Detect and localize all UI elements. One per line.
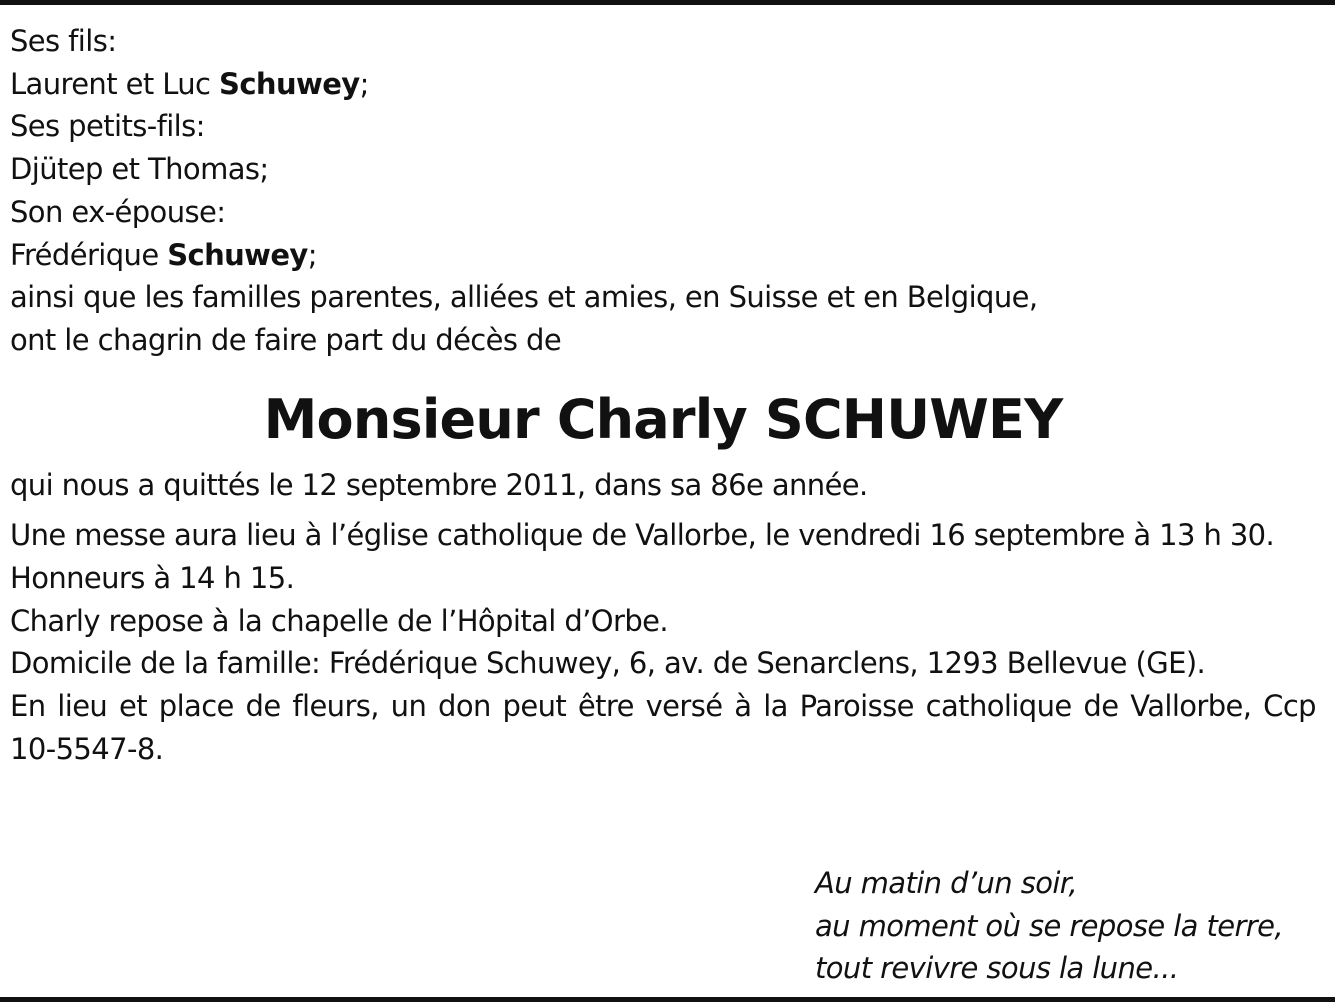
top-rule (0, 0, 1335, 5)
deceased-name: Monsieur Charly SCHUWEY (263, 387, 1063, 451)
family-line-sons: Laurent et Luc Schuwey; (10, 66, 369, 101)
family-line-ex-wife-heading: Son ex-épouse: (10, 194, 226, 229)
family-line-grandsons-heading: Ses petits-fils: (10, 109, 205, 144)
bottom-rule (0, 997, 1335, 1002)
family-address: Domicile de la famille: Frédérique Schuwey, 6, av. de Senarclens, 1293 Bellevue (GE). (10, 646, 1206, 681)
family-line-announcement: ont le chagrin de faire part du décès de (10, 322, 562, 357)
honours-info: Honneurs à 14 h 15. (10, 561, 295, 596)
passing-date: qui nous a quittés le 12 septembre 2011, dans sa 86e année. (10, 467, 868, 502)
mass-info: Une messe aura lieu à l’église catholique de Vallorbe, le vendredi 16 septembre à 13 h 30. (10, 518, 1275, 553)
obituary-notice (10, 20, 1316, 771)
family-line-grandsons: Djütep et Thomas; (10, 152, 269, 187)
poem-line: au moment où se repose la terre, (815, 908, 1283, 943)
poem-line: Au matin d’un soir, (815, 866, 1078, 900)
family-line-ex-wife: Frédérique Schuwey; (10, 237, 317, 272)
repose-info: Charly repose à la chapelle de l’Hôpital d’Orbe. (10, 603, 668, 638)
closing-poem (815, 862, 1283, 990)
donation-info: En lieu et place de fleurs, un don peut être versé à la Paroisse catholique de Vallorbe, Ccp 10-5547-8. (10, 689, 1316, 766)
family-line-relatives: ainsi que les familles parentes, alliées et amies, en Suisse et en Belgique, (10, 280, 1038, 315)
family-line-sons-heading: Ses fils: (10, 24, 117, 58)
poem-line: tout revivre sous la lune... (815, 951, 1179, 985)
surname: Schuwey (219, 66, 360, 101)
surname: Schuwey (167, 237, 308, 272)
